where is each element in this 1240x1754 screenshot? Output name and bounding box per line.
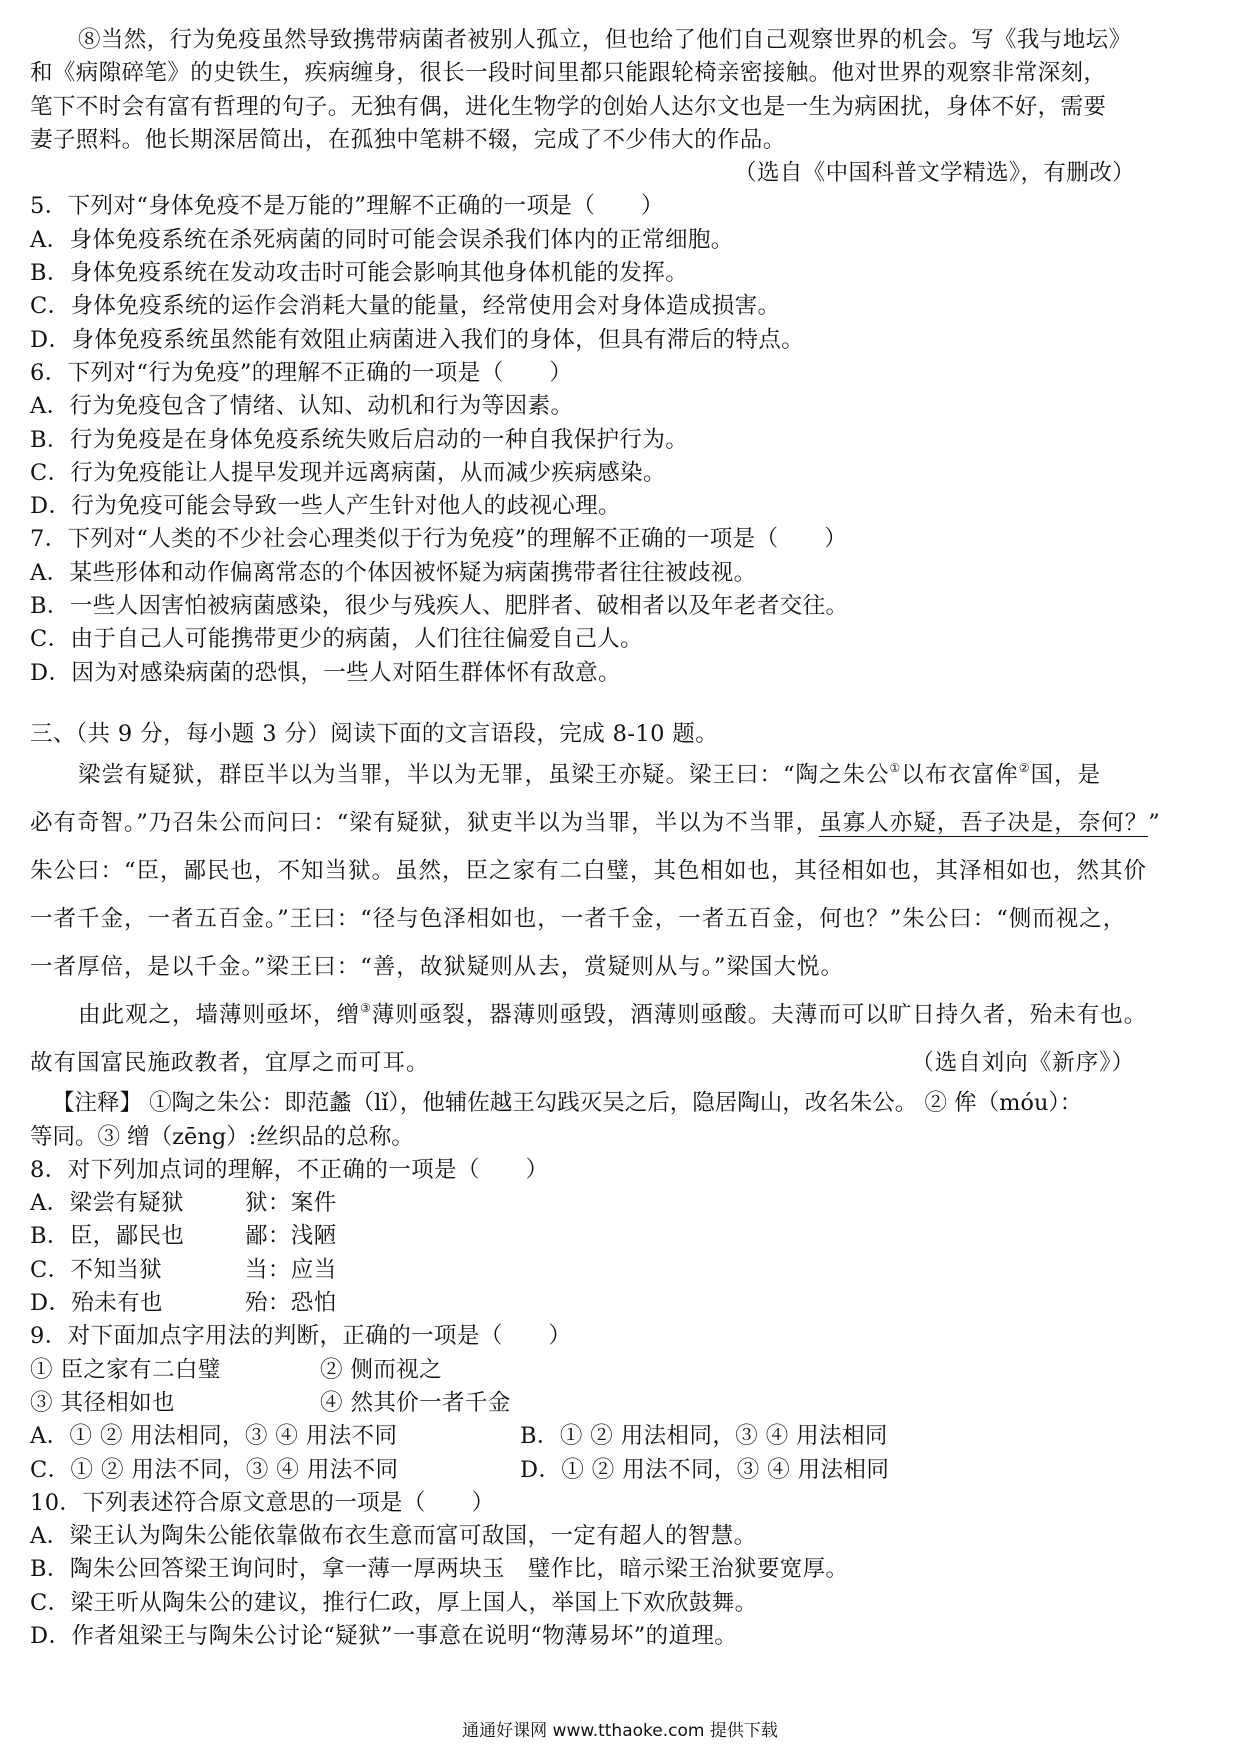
exam-page <box>30 24 1215 1653</box>
text-line: 一者千金，一者五百金。”王曰：“径与色泽相如也，一者千金，一者五百金，何也？”朱公曰：“侧而视之， <box>30 906 1127 933</box>
text-line: ⑧当然，行为免疫虽然导致携带病菌者被别人孤立，但也给了他们自己观察世界的机会。写《我与地坛》 <box>78 27 1132 53</box>
question-stem: 8．对下列加点词的理解，不正确的一项是（ ） <box>30 1156 549 1183</box>
question-9 <box>30 1320 1215 1486</box>
option-gloss: 殆：恐怕 <box>245 1290 337 1317</box>
footnote-marker: ① <box>889 761 902 776</box>
item-2: ② 侧而视之 <box>320 1356 443 1383</box>
text-line: 妻子照料。他长期深居简出，在孤独中笔耕不辍，完成了不少伟大的作品。 <box>30 126 786 153</box>
option-gloss: 鄙：浅陋 <box>245 1223 337 1250</box>
annotations <box>30 1087 1215 1154</box>
text-line <box>30 799 1215 847</box>
option-gloss: 狱：案件 <box>245 1190 337 1217</box>
text-line <box>30 1039 1215 1087</box>
option-phrase: C．不知当狱 <box>30 1256 163 1283</box>
passage-source: （选自刘向《新序》） <box>911 1050 1135 1077</box>
passage-source: （选自《中国科普文学精选》，有删改） <box>734 160 1135 187</box>
annotation-line: 【注释】 ①陶之朱公：即范蠡（lǐ），他辅佐越王勾践灭吴之后，隐居陶山，改名朱公。 ② 侔（móu）： <box>52 1090 1083 1117</box>
option-b: B．一些人因害怕被病菌感染，很少与残疾人、肥胖者、破相者以及年老者交往。 <box>30 593 849 620</box>
option-a: A．身体免疫系统在杀死病菌的同时可能会误杀我们体内的正常细胞。 <box>30 226 734 253</box>
option-c: C．行为免疫能让人提早发现并远离病菌，从而减少疾病感染。 <box>30 459 666 486</box>
question-6 <box>30 357 1215 523</box>
question-stem: 9．对下面加点字用法的判断，正确的一项是（ ） <box>30 1323 572 1350</box>
option-c: C．身体免疫系统的运作会消耗大量的能量，经常使用会对身体造成损害。 <box>30 293 781 320</box>
option-c: C．梁王听从陶朱公的建议，推行仁政，厚上国人，举国上下欢欣鼓舞。 <box>30 1589 758 1616</box>
footnote-marker: ② <box>1018 761 1031 776</box>
passage-paragraph-8 <box>30 24 1215 190</box>
item-4: ④ 然其价一者千金 <box>320 1389 511 1416</box>
option-d: D．行为免疫可能会导致一些人产生针对他人的歧视心理。 <box>30 493 621 520</box>
option-b: B．行为免疫是在身体免疫系统失败后启动的一种自我保护行为。 <box>30 426 689 453</box>
option-d <box>30 1287 1215 1320</box>
option-b: B．身体免疫系统在发动攻击时可能会影响其他身体机能的发挥。 <box>30 260 689 287</box>
option-d: D．身体免疫系统虽然能有效阻止病菌进入我们的身体，但具有滞后的特点。 <box>30 326 805 353</box>
option-b: B．陶朱公回答梁王询问时，拿一薄一厚两块玉 璧作比，暗示梁王治狱要宽厚。 <box>30 1556 849 1583</box>
question-stem: 7．下列对“人类的不少社会心理类似于行为免疫”的理解不正确的一项是（ ） <box>30 526 848 553</box>
text-run: 故有国富民施政教者，宜厚之而可耳。 <box>30 1050 430 1077</box>
section-3 <box>30 718 1215 1154</box>
text-line: 一者厚倍，是以千金。”梁王曰：“善，故狱疑则从去，赏疑则从与。”梁国大悦。 <box>30 954 845 981</box>
text-run: 国，是 <box>1030 762 1102 789</box>
item-row <box>30 1387 1215 1420</box>
option-a: A．行为免疫包含了情绪、认知、动机和行为等因素。 <box>30 393 574 420</box>
option-a: A．梁王认为陶朱公能依靠做布衣生意而富可敌国，一定有超人的智慧。 <box>30 1523 757 1550</box>
option-gloss: 当：应当 <box>245 1256 337 1283</box>
option-phrase: D．殆未有也 <box>30 1290 163 1317</box>
item-1: ① 臣之家有二白璧 <box>30 1356 221 1383</box>
question-stem: 6．下列对“行为免疫”的理解不正确的一项是（ ） <box>30 359 573 386</box>
text-run: ” <box>1148 810 1161 837</box>
footnote-marker: ③ <box>360 1001 372 1016</box>
option-phrase: B．臣，鄙民也 <box>30 1223 185 1250</box>
item-3: ③ 其径相如也 <box>30 1389 175 1416</box>
option-a: A．① ② 用法相同，③ ④ 用法不同 <box>30 1423 398 1450</box>
underlined-sentence: 虽寡人亦疑，吾子决是，奈何？ <box>819 810 1149 837</box>
options-row <box>30 1420 1215 1453</box>
options-row <box>30 1454 1215 1487</box>
section-heading: 三、（共 9 分，每小题 3 分）阅读下面的文言语段，完成 8-10 题。 <box>30 720 719 747</box>
text-run: 必有奇智。”乃召朱公而问曰：“梁有疑狱，狱吏半以为当罪，半以为不当罪， <box>30 810 820 837</box>
question-stem: 10．下列表述符合原文意思的一项是（ ） <box>30 1489 495 1516</box>
option-b: B．① ② 用法相同，③ ④ 用法相同 <box>520 1423 888 1450</box>
option-d: D．作者俎梁王与陶朱公讨论“疑狱”一事意在说明“物薄易坏”的道理。 <box>30 1622 738 1649</box>
question-5 <box>30 190 1215 356</box>
spacer <box>30 690 1215 718</box>
question-10 <box>30 1487 1215 1653</box>
question-8 <box>30 1154 1215 1320</box>
text-line: 朱公曰：“臣，鄙民也，不知当狱。虽然，臣之家有二白璧，其色相如也，其径相如也，其泽相如也，然其价 <box>30 858 1148 885</box>
option-d: D．因为对感染病菌的恐惧，一些人对陌生群体怀有敌意。 <box>30 659 621 686</box>
option-c: C．① ② 用法不同，③ ④ 用法不同 <box>30 1456 399 1483</box>
option-c: C．由于自己人可能携带更少的病菌，人们往往偏爱自己人。 <box>30 626 644 653</box>
page-footer: 通通好课网 www.tthaoke.com 提供下载 <box>462 1721 778 1741</box>
option-a: A．某些形体和动作偏离常态的个体因被怀疑为病菌携带者往往被歧视。 <box>30 559 757 586</box>
text-run: 梁尝有疑狱，群臣半以为当罪，半以为无罪，虽梁王亦疑。梁王曰：“陶之朱公 <box>78 762 890 789</box>
text-run: 薄则亟裂，器薄则亟毁，酒薄则亟酸。夫薄而可以旷日持久者，殆未有也。 <box>371 1002 1148 1029</box>
text-line: 和《病隙碎笔》的史铁生，疾病缠身，很长一段时间里都只能跟轮椅亲密接触。他对世界的观察非常深刻， <box>30 60 1107 87</box>
text-run: 由此观之，墙薄则亟坏，缯 <box>78 1002 361 1029</box>
item-row <box>30 1354 1215 1387</box>
option-c <box>30 1254 1215 1287</box>
question-stem: 5．下列对“身体免疫不是万能的”理解不正确的一项是（ ） <box>30 193 664 220</box>
text-line <box>30 751 1215 799</box>
text-line: 笔下不时会有富有哲理的句子。无独有偶，进化生物学的创始人达尔文也是一生为病困扰，身体不好，需要 <box>30 93 1107 120</box>
classical-passage <box>30 751 1215 1087</box>
question-7 <box>30 523 1215 689</box>
text-line <box>30 991 1215 1039</box>
text-run: 以布衣富侔 <box>901 762 1019 789</box>
annotation-line: 等同。③ 缯（zēng）:丝织品的总称。 <box>30 1123 414 1150</box>
option-phrase: A．梁尝有疑狱 <box>30 1190 185 1217</box>
option-d: D．① ② 用法不同，③ ④ 用法相同 <box>520 1456 890 1483</box>
option-b <box>30 1220 1215 1253</box>
option-a <box>30 1187 1215 1220</box>
